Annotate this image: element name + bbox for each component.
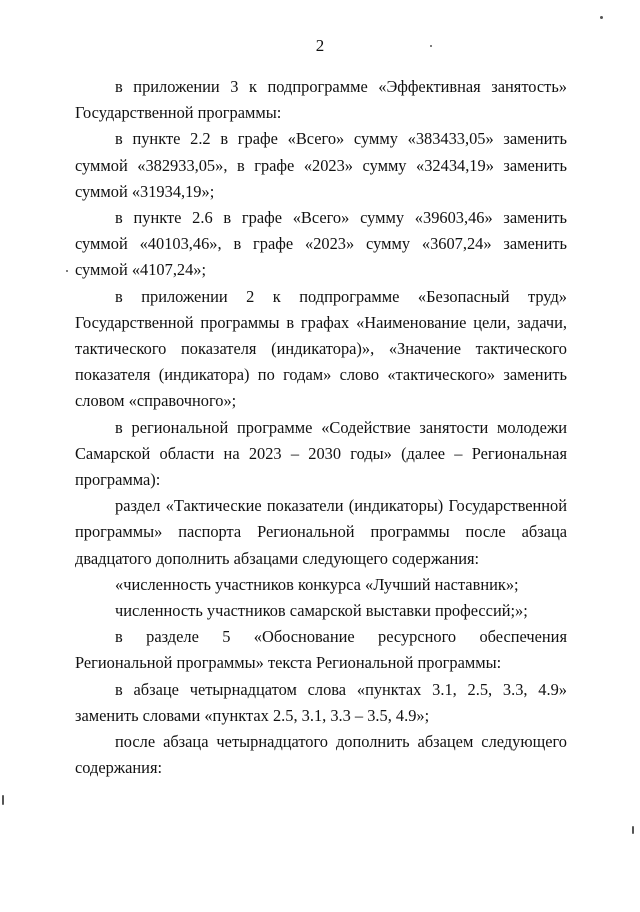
paragraph-9: в разделе 5 «Обоснование ресурсного обеспечения Региональной программы» текста Региональной программы: (75, 627, 567, 673)
paragraph-10: в абзаце четырнадцатом слова «пунктах 3.1, 2.5, 3.3, 4.9» заменить словами «пунктах 2.5, 3.1, 3.3 – 3.5, 4.9»; (75, 679, 567, 725)
paragraph-6: раздел «Тактические показатели (индикаторы) Государственной программы» паспорта Региональной программы после абзаца двадцатого дополнить абзацами следующего содержания: (75, 496, 567, 568)
scan-speck (2, 795, 4, 805)
paragraph-3: в пункте 2.6 в графе «Всего» сумму «39603,46» заменить суммой «40103,46», в графе «2023» сумму «3607,24» заменить суммой «4107,24»; (75, 208, 567, 280)
paragraph-2: в пункте 2.2 в графе «Всего» сумму «383433,05» заменить суммой «382933,05», в графе «2023» сумму «32434,19» заменить суммой «31934,19»; (75, 129, 567, 201)
scan-speck (600, 16, 603, 19)
scan-speck (430, 45, 432, 47)
paragraph-1: в приложении 3 к подпрограмме «Эффективная занятость» Государственной программы: (75, 77, 567, 123)
paragraph-4: в приложении 2 к подпрограмме «Безопасный труд» Государственной программы в графах «Наименование цели, задачи, тактического показателя (индикатора)», «Значение тактического показателя (индикатора) по годам» слово «тактического» заменить словом «справочного»; (75, 286, 567, 411)
scan-speck (632, 826, 634, 834)
page-number: 2 (315, 36, 325, 55)
scan-speck (66, 270, 68, 272)
paragraph-7: «численность участников конкурса «Лучший наставник»; (115, 574, 519, 594)
paragraph-11: после абзаца четырнадцатого дополнить абзацем следующего содержания: (75, 732, 567, 778)
paragraph-5: в региональной программе «Содействие занятости молодежи Самарской области на 2023 – 2030 годы» (далее – Региональная программа): (75, 417, 567, 490)
paragraph-8: численность участников самарской выставки профессий;»; (115, 601, 528, 621)
document-body (75, 74, 567, 781)
